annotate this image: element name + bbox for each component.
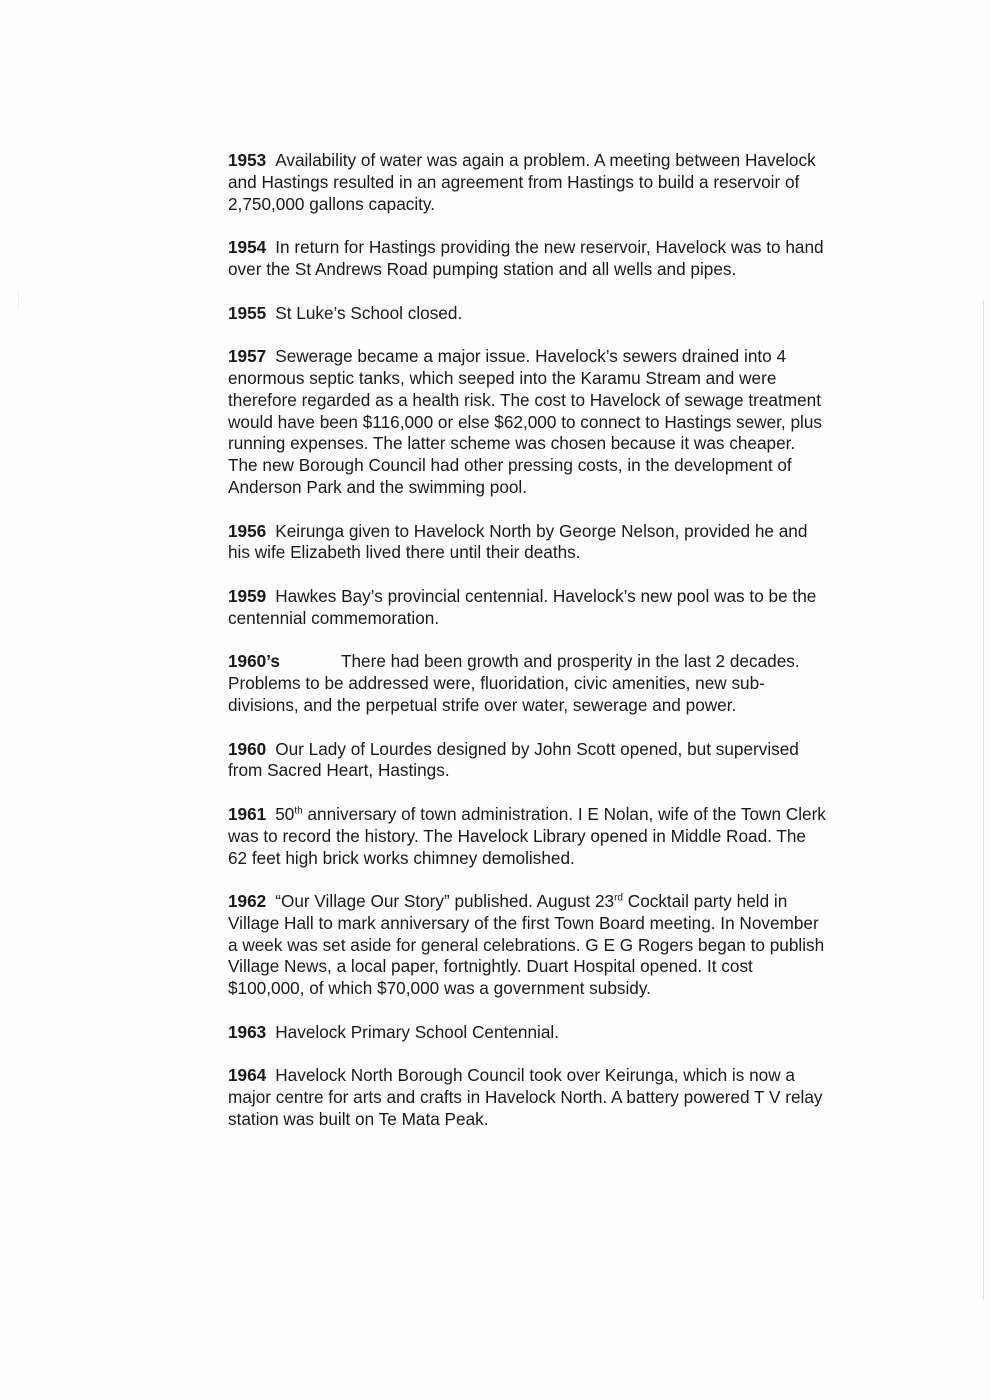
timeline-entry-1963	[228, 1022, 828, 1044]
entry-text-pre: 50	[275, 803, 295, 824]
entry-year: 1957	[228, 346, 267, 367]
timeline-entry-1960	[228, 739, 828, 783]
entry-year: 1962	[228, 891, 267, 912]
entry-text: Sewerage became a major issue. Havelock’s sewers drained into 4 enormous septic tanks, which seeped into the Karamu Stream and were therefore regarded as a health risk. The cost to Havelock of sewage treatment would have been $116,000 or else $62,000 to connect to Hastings sewer, plus running expenses. The latter scheme was chosen because it was cheaper. The new Borough Council had other pressing costs, in the development of Anderson Park and the swimming pool.	[228, 346, 823, 497]
entry-year: 1954	[228, 237, 267, 258]
entry-year: 1960’s	[228, 651, 280, 672]
entry-text-pre: “Our Village Our Story” published. August 23	[275, 891, 615, 912]
timeline-entry-1959	[228, 586, 828, 630]
scan-artifact	[983, 300, 984, 1300]
timeline-entry-1960s	[228, 651, 828, 716]
entry-text: In return for Hastings providing the new reservoir, Havelock was to hand over the St Andrews Road pumping station and all wells and pipes.	[228, 237, 824, 279]
entry-text: St Luke’s School closed.	[275, 302, 463, 323]
entry-text: anniversary of town administration. I E Nolan, wife of the Town Clerk was to record the history. The Havelock Library opened in Middle Road. The 62 feet high brick works chimney demolished.	[228, 803, 826, 868]
timeline-entry-1953	[228, 150, 828, 215]
entry-text: Havelock North Borough Council took over Keirunga, which is now a major centre for arts and crafts in Havelock North. A battery powered T V relay station was built on Te Mata Peak.	[228, 1065, 823, 1130]
timeline-entry-1956	[228, 521, 828, 565]
entry-year: 1956	[228, 520, 267, 541]
entry-year: 1960	[228, 738, 267, 759]
entry-text: There had been growth and prosperity in the last 2 decades. Problems to be addressed were, fluoridation, civic amenities, new sub-divisions, and the perpetual strife over water, sewerage and power.	[228, 651, 800, 715]
timeline-entry-1964	[228, 1065, 828, 1130]
entry-year: 1964	[228, 1065, 267, 1086]
timeline-entry-1954	[228, 237, 828, 281]
entry-text: Havelock Primary School Centennial.	[275, 1021, 559, 1042]
timeline	[228, 150, 828, 1153]
ordinal-suffix: th	[294, 805, 303, 817]
timeline-entry-1957	[228, 346, 828, 499]
entry-text: Our Lady of Lourdes designed by John Scott opened, but supervised from Sacred Heart, Hastings.	[228, 738, 799, 781]
timeline-entry-1955	[228, 303, 828, 325]
entry-year: 1953	[228, 150, 267, 170]
entry-year: 1961	[228, 803, 267, 824]
timeline-entry-1962	[228, 891, 828, 1000]
entry-text: Cocktail party held in Village Hall to mark anniversary of the first Town Board meeting. In November a week was set aside for general celebrations. G E G Rogers began to publish Village News, a local paper, fortnightly. Duart Hospital opened. It cost $100,000, of which $70,000 was a government subsidy.	[228, 891, 825, 999]
entry-text: Hawkes Bay’s provincial centennial. Havelock’s new pool was to be the centennial commemoration.	[228, 585, 817, 628]
entry-year: 1963	[228, 1021, 267, 1042]
entry-year: 1955	[228, 302, 267, 323]
entry-year: 1959	[228, 585, 267, 606]
entry-text: Availability of water was again a problem. A meeting between Havelock and Hastings resulted in an agreement from Hastings to build a reservoir of 2,750,000 gallons capacity.	[228, 150, 816, 214]
timeline-entry-1961	[228, 804, 828, 869]
scan-artifact	[18, 290, 19, 310]
entry-text: Keirunga given to Havelock North by George Nelson, provided he and his wife Elizabeth lived there until their deaths.	[228, 520, 808, 563]
ordinal-suffix: rd	[614, 892, 623, 904]
